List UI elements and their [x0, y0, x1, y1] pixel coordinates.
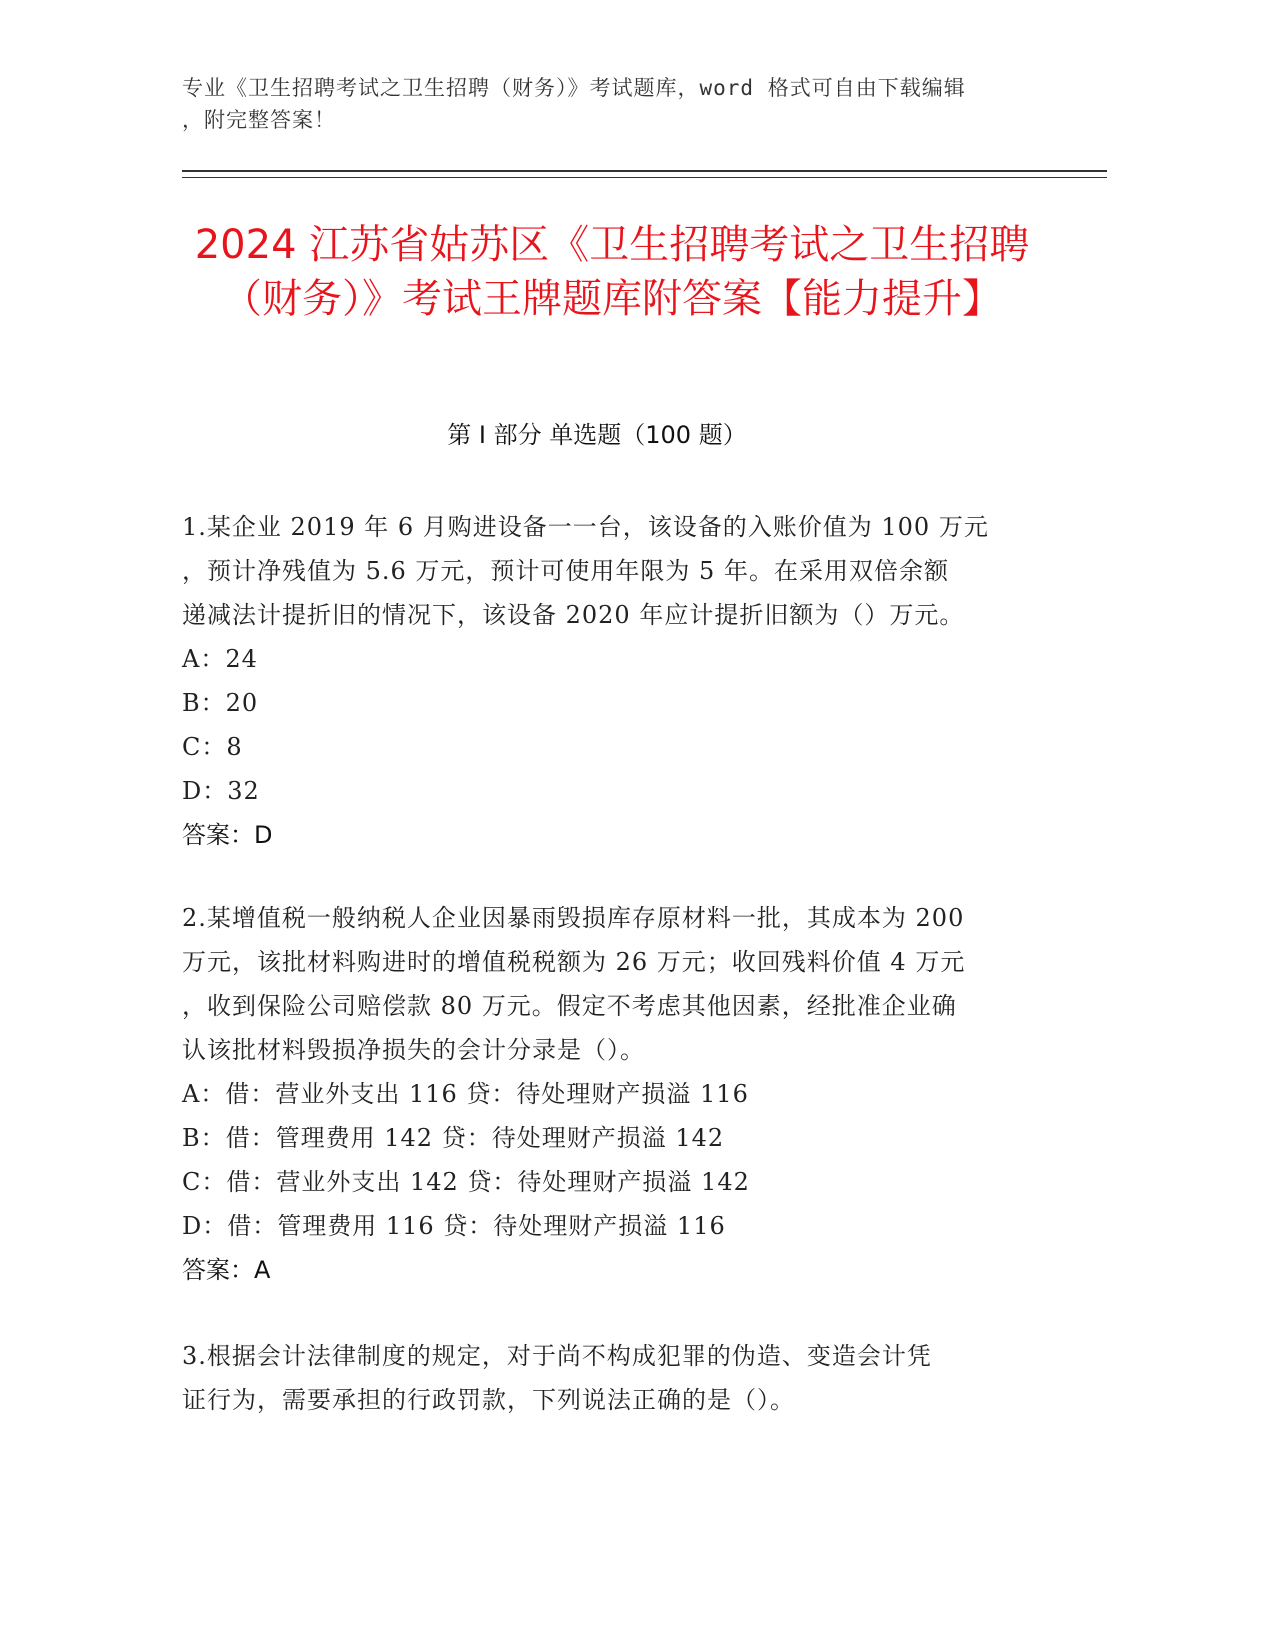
header-divider-thin — [182, 177, 1107, 178]
question-3 — [182, 1334, 1042, 1422]
option-c: C：8 — [182, 733, 243, 761]
header-note: 专业《卫生招聘考试之卫生招聘（财务）》考试题库，word 格式可自由下载编辑 ，附完整答案！ — [182, 76, 966, 132]
section-heading: 第 I 部分 单选题（100 题） — [447, 421, 747, 449]
question-2 — [182, 896, 1042, 1292]
document-title: 2024 江苏省姑苏区《卫生招聘考试之卫生招聘（财务）》考试王牌题库附答案【能力提升】 — [194, 222, 1030, 322]
option-c: C：借：营业外支出 142 贷：待处理财产损溢 142 — [182, 1168, 750, 1196]
option-a: A：24 — [182, 645, 258, 673]
option-a: A：借：营业外支出 116 贷：待处理财产损溢 116 — [182, 1080, 749, 1108]
question-stem: 3.根据会计法律制度的规定，对于尚不构成犯罪的伪造、变造会计凭 证行为，需要承担的行政罚款，下列说法正确的是（）。 — [182, 1342, 932, 1414]
question-1 — [182, 505, 1042, 857]
question-stem: 1.某企业 2019 年 6 月购进设备一一台，该设备的入账价值为 100 万元 ，预计净残值为 5.6 万元，预计可使用年限为 5 年。在采用双倍余额 递减法计提折旧的情况下，该设备 2020 年应计提折旧额为（）万元。 — [182, 513, 989, 629]
option-list — [182, 637, 1042, 813]
option-list — [182, 1072, 1042, 1248]
option-d: D：借：管理费用 116 贷：待处理财产损溢 116 — [182, 1212, 726, 1240]
option-b: B：借：管理费用 142 贷：待处理财产损溢 142 — [182, 1124, 725, 1152]
answer-label: 答案：A — [182, 1256, 271, 1284]
question-stem: 2.某增值税一般纳税人企业因暴雨毁损库存原材料一批，其成本为 200 万元，该批材料购进时的增值税税额为 26 万元；收回残料价值 4 万元 ，收到保险公司赔偿款 80 万元。假定不考虑其他因素，经批准企业确 认该批材料毁损净损失的会计分录是（）。 — [182, 904, 966, 1064]
option-d: D：32 — [182, 777, 260, 805]
answer-label: 答案：D — [182, 821, 273, 849]
option-b: B：20 — [182, 689, 259, 717]
header-divider — [182, 170, 1107, 172]
